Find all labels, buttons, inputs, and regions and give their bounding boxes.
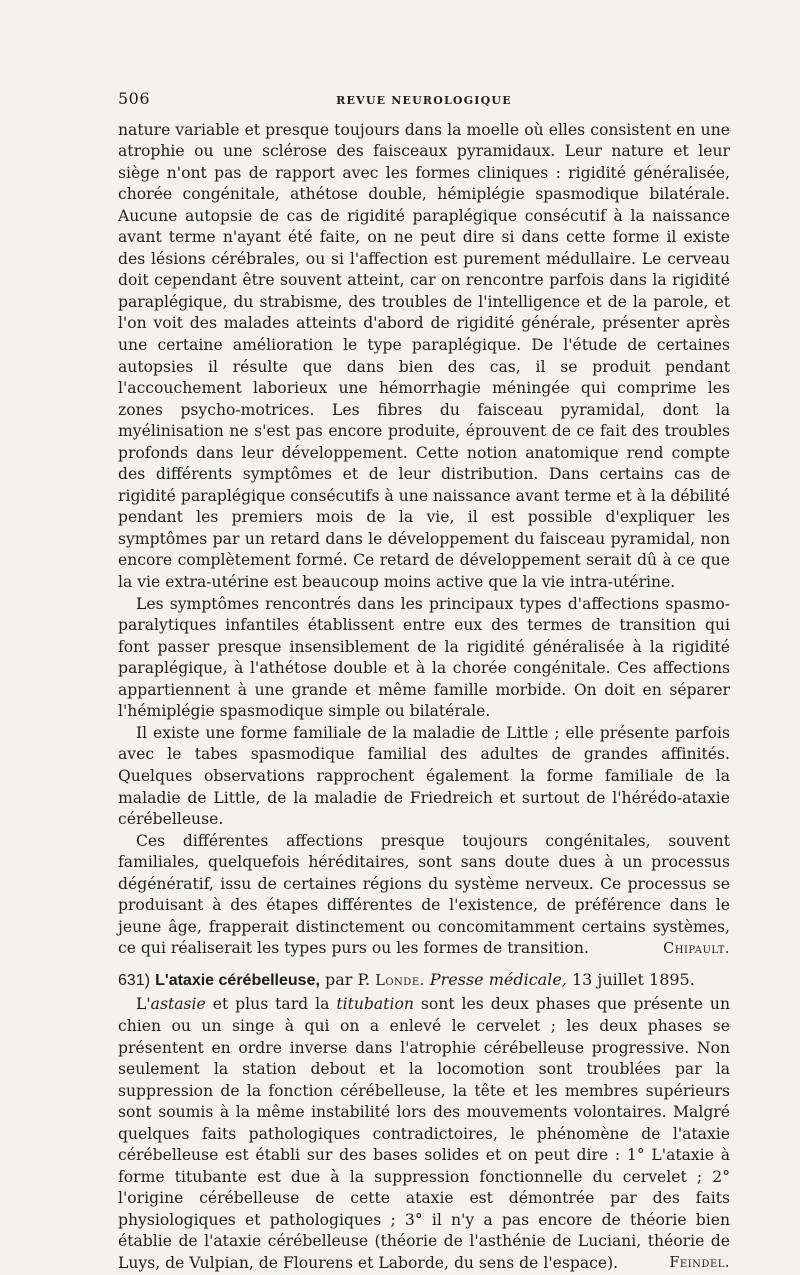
entry-number: 631) [118, 971, 151, 989]
page-number: 506 [118, 89, 151, 108]
entry-header [118, 969, 730, 993]
paragraph: Ces différentes affections presque toujours congénitales, souvent familiales, quelquefois héréditaires, sont sans doute dues à un processus dégénératif, issu de certaines régions du système nerveux. Ce processus se produisant à des étapes différentes de l'existence, de préférence dans le jeune âge, frapperait distinctement ou concomitamment certains systèmes, ce qui réaliserait les types purs ou les formes de transition. [118, 831, 730, 958]
text-segment: et plus tard la [205, 995, 337, 1014]
journal-title: REVUE NEUROLOGIQUE [336, 94, 512, 107]
term-titubation: titubation [336, 995, 414, 1014]
entry-journal: Presse médicale, [429, 969, 567, 989]
article-ataxie-cerebelleuse [118, 969, 730, 1275]
entry-date: 13 juillet 1895. [571, 969, 695, 989]
intro-prefix: L' [136, 995, 151, 1014]
paragraph: Il existe une forme familiale de la maladie de Little ; elle présente parfois avec le tabes spasmodique familial des adultes de grandes affinités. Quelques observations rapprochent également la forme familiale de la maladie de Little, de la maladie de Friedreich et surtout de l'hérédo-ataxie cérébelleuse. [118, 723, 730, 829]
signature-text: Chipault. [663, 941, 730, 958]
document-page [118, 88, 730, 1275]
running-head [118, 88, 730, 112]
paragraph: nature variable et presque toujours dans la moelle où elles consistent en une atrophie ou une sclérose des faisceaux pyramidaux. Leur nature et leur siège n'ont pas de rapport avec les formes cliniques : rigidité généralisée, chorée congénitale, athétose double, hémiplégie spasmodique bilatérale. Aucune autopsie de cas de rigidité paraplégique consécutif à la naissance avant terme n'ayant été faite, on ne peut dire si dans cette forme il existe des lésions cérébrales, ou si l'affection est purement médullaire. Le cerveau doit cependant être souvent atteint, car on rencontre parfois dans la rigidité paraplégique, du strabisme, des troubles de l'intelligence et de la parole, et l'on voit des malades atteints d'abord de rigidité générale, présenter après une certaine amélioration le type paraplégique. De l'étude de certaines autopsies il résulte que dans bien des cas, il se produit pendant l'accouchement laborieux une hémorrhagie méningée qui comprime les zones psycho-motrices. Les fibres du faisceau pyramidal, dont la myélinisation ne s'est pas encore produite, éprouvent de ce fait des troubles profonds dans leur développement. Cette notion anatomique rend compte des différents symptômes et de leur distribution. Dans certains cas de rigidité paraplégique consécutifs à une naissance avant terme et à la débilité pendant les premiers mois de la vie, il est possible d'expliquer les symptômes par un retard dans le développement du faisceau pyramidal, non encore complètement formé. Ce retard de développement serait dû à ce que la vie extra-utérine est beaucoup moins active que la vie intra-utérine. [118, 120, 730, 592]
term-astasie: astasie [150, 995, 206, 1014]
signature-feindel: Feindel. [669, 1254, 730, 1271]
text-body: sont les deux phases que présente un chien ou un singe à qui on a enlevé le cervelet ; les deux phases se présentent en ordre inverse dans l'atrophie cérébelleuse progressive. Non seulement la station debout et la locomotion sont troublées par la suppression de la fonction cérébelleuse, la tête et les membres supérieurs sont soumis à la même instabilité lors des mouvements volontaires. Malgré quelques faits pathologiques contradictoires, le phénomène de l'ataxie cérébelleuse est établi sur des bases solides et on peut dire : 1° L'ataxie à forme titubante est due à la suppression fonctionnelle du cervelet ; 2° l'origine cérébelleuse de cette ataxie est démontrée par des faits physiologiques et pathologiques ; 3° il n'y a pas encore de théorie bien établie de l'ataxie cérébelleuse (théorie de l'asthénie de Luciani, théorie de Luys, de Vulpian, de Flourens et Laborde, du sens de l'espace). [118, 995, 730, 1272]
entry-title: L'ataxie cérébelleuse, [155, 971, 320, 989]
entry-author: Londe. [375, 972, 425, 989]
article-little-disease [118, 120, 730, 961]
entry-by: par P. [325, 969, 371, 989]
paragraph [118, 994, 730, 1274]
paragraph: Les symptômes rencontrés dans les principaux types d'affections spasmo-paralytiques infantiles établissent entre eux des termes de transition qui font passer presque insensiblement de la rigidité généralisée à la rigidité paraplégique, à l'athétose double et à la chorée congénitale. Ces affections appartiennent à une grande et même famille morbide. On doit en séparer l'hémiplégie spasmodique simple ou bilatérale. [118, 594, 730, 721]
